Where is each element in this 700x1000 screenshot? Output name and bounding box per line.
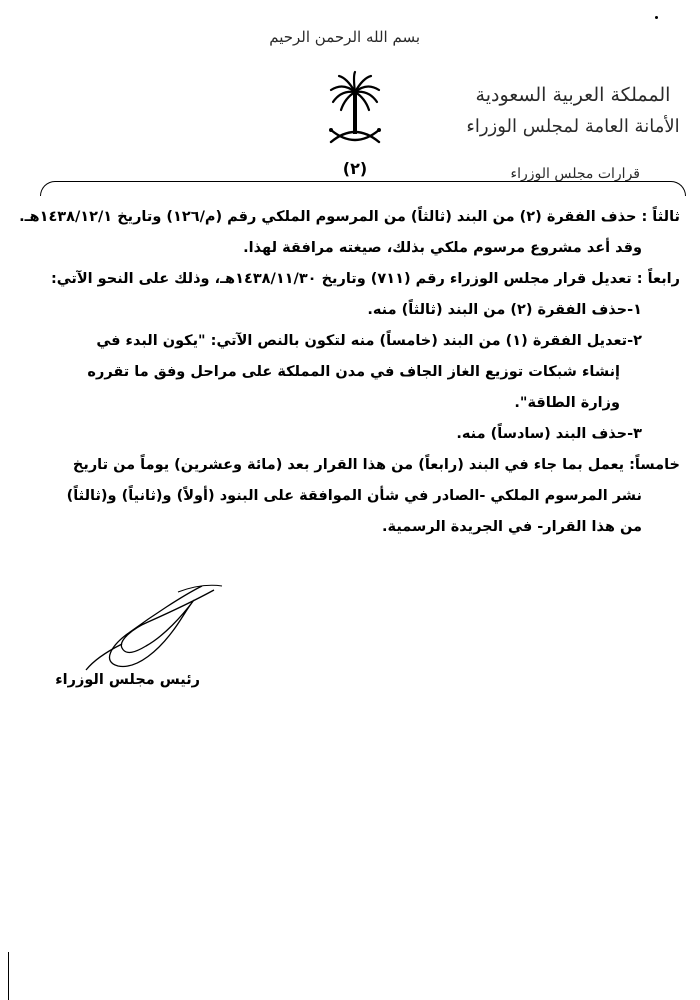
basmala-calligraphy: بسم الله الرحمن الرحيم [269, 28, 420, 46]
secretariat-title: الأمانة العامة لمجلس الوزراء [466, 116, 680, 137]
scan-margin-line [8, 952, 9, 1000]
decision-body [19, 202, 680, 543]
clause-fourth: رابعاً : تعديل قرار مجلس الوزراء رقم (٧١١) وتاريخ ١٤٣٨/١١/٣٠هـ، وذلك على النحو الآتي: [50, 271, 680, 287]
signature [82, 582, 232, 672]
clause-fourth-item-1: ١-حذف الفقرة (٢) من البند (ثالثاً) منه. [367, 302, 642, 318]
clause-fourth-item-2-end: وزارة الطاقة". [514, 395, 620, 411]
clause-fourth-item-3: ٣-حذف البند (سادساً) منه. [456, 426, 642, 442]
clause-third: ثالثاً : حذف الفقرة (٢) من البند (ثالثاً) من المرسوم الملكي رقم (م/١٢٦) وتاريخ ١٤٣٨/١٢/١هـ. [19, 209, 680, 225]
clause-fifth-end: من هذا القرار- في الجريدة الرسمية. [382, 519, 642, 535]
clause-fifth-cont: نشر المرسوم الملكي -الصادر في شأن الموافقة على البنود (أولاً) و(ثانياً) و(ثالثاً) [66, 488, 642, 504]
kingdom-title: المملكة العربية السعودية [475, 84, 671, 106]
clause-fourth-item-2-cont: إنشاء شبكات توزيع الغاز الجاف في مدن المملكة على مراحل وفق ما تقرره [87, 364, 620, 380]
document-frame [40, 181, 686, 196]
clause-third-note: وقد أعد مشروع مرسوم ملكي بذلك، صيغته مرافقة لهذا. [243, 240, 642, 256]
clause-fourth-item-2: ٢-تعديل الفقرة (١) من البند (خامساً) منه لتكون بالنص الآتي: "يكون البدء في [96, 333, 642, 349]
clause-fifth: خامساً: يعمل بما جاء في البند (رابعاً) من هذا القرار بعد (مائة وعشرين) يوماً من تاريخ [72, 457, 680, 473]
signatory-title: رئيس مجلس الوزراء [55, 672, 200, 688]
council-decisions-label: قرارات مجلس الوزراء [510, 166, 640, 182]
page-number: (٢) [342, 159, 368, 178]
scan-dot [655, 16, 658, 19]
saudi-emblem-icon [325, 70, 385, 152]
